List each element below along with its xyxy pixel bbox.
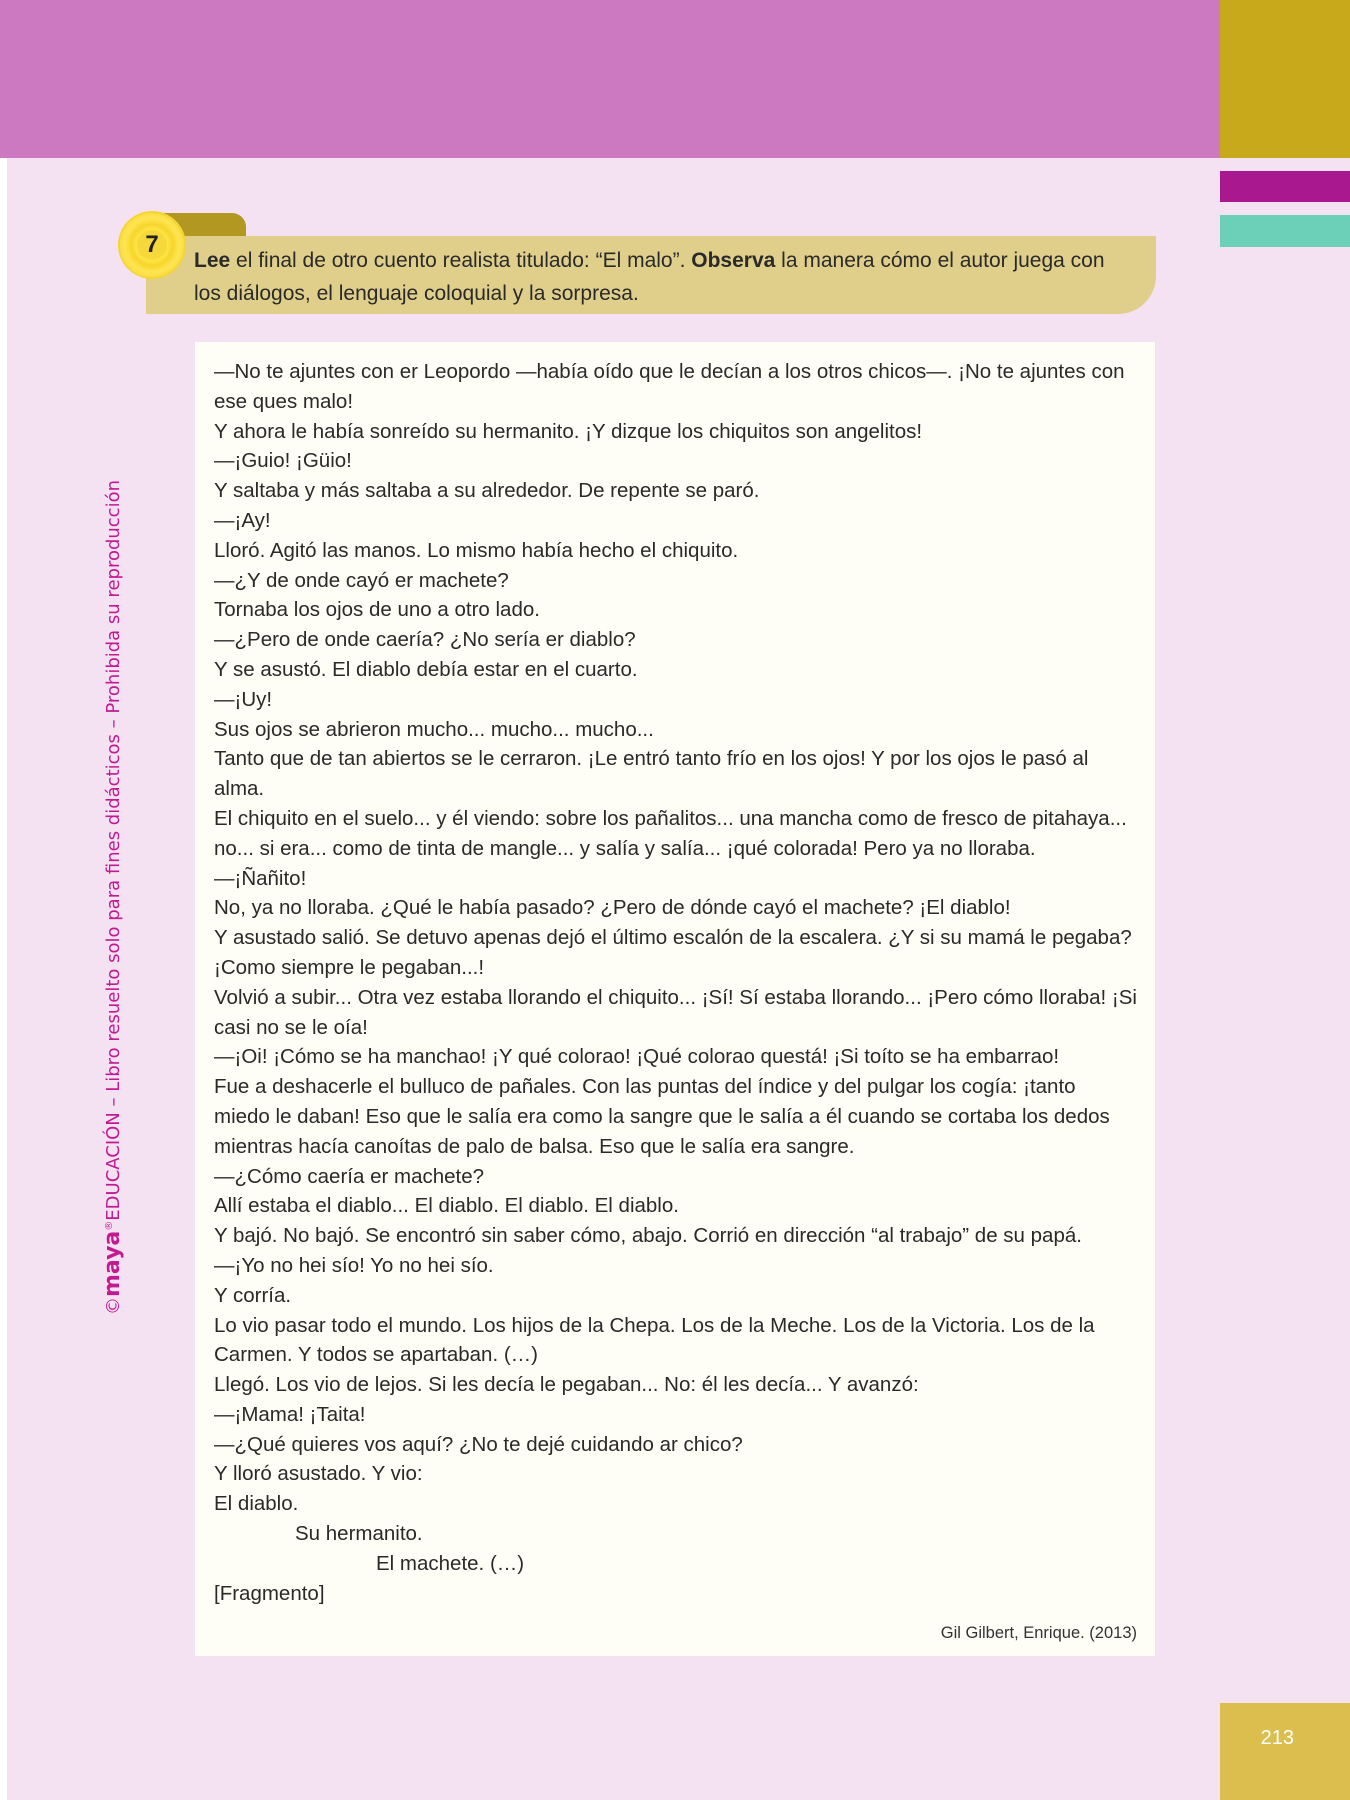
story-line: [Fragmento] bbox=[214, 1581, 325, 1605]
story-line: Tornaba los ojos de uno a otro lado. bbox=[214, 598, 540, 622]
story-line: El diablo. bbox=[214, 1492, 299, 1516]
story-line: —¡Ay! bbox=[214, 508, 271, 532]
instruction-verb-observe: Observa bbox=[691, 249, 776, 272]
story-line: Lloró. Agitó las manos. Lo mismo había hecho el chiquito. bbox=[214, 538, 739, 562]
story-line: —¡Yo no hei sío! Yo no hei sío. bbox=[214, 1253, 494, 1277]
story-line: Tanto que de tan abiertos se le cerraron. ¡Le entró tanto frío en los ojos! Y por los ojos le pasó al alma. bbox=[214, 747, 1089, 801]
side-credit bbox=[100, 480, 125, 1315]
story-line: Allí estaba el diablo... El diablo. El diablo. El diablo. bbox=[214, 1194, 679, 1218]
story-line: Y bajó. No bajó. Se encontró sin saber cómo, abajo. Corrió en dirección “al trabajo” de su papá. bbox=[214, 1224, 1082, 1248]
story-line: —¡Mama! ¡Taita! bbox=[214, 1402, 366, 1426]
story-line: —¡Guio! ¡Güio! bbox=[214, 449, 352, 473]
page-number-box bbox=[1220, 1703, 1350, 1800]
story-line: Y ahora le había sonreído su hermanito. ¡Y dizque los chiquitos son angelitos! bbox=[214, 419, 923, 443]
citation: Gil Gilbert, Enrique. (2013) bbox=[940, 1624, 1137, 1642]
activity-instruction bbox=[146, 236, 1156, 314]
credit-text: EDUCACIÓN – Libro resuelto solo para fines didácticos – Prohibida su reproducción bbox=[103, 479, 124, 1221]
story-line: —¡Uy! bbox=[214, 687, 273, 711]
story-line: Sus ojos se abrieron mucho... mucho... mucho... bbox=[214, 717, 654, 741]
story-line: Volvió a subir... Otra vez estaba llorando el chiquito... ¡Sí! Sí estaba llorando... ¡Pero cómo lloraba! ¡Si casi no se le oía! bbox=[214, 985, 1137, 1039]
page-edge bbox=[0, 158, 7, 1800]
story-line: Lo vio pasar todo el mundo. Los hijos de la Chepa. Los de la Meche. Los de la Victoria. Los de la Carmen. Y todos se apartaban. (…) bbox=[214, 1313, 1095, 1367]
story-line: —¿Pero de onde caería? ¿No sería er diablo? bbox=[214, 628, 636, 652]
brand-logo: maya bbox=[100, 1230, 125, 1297]
header-band bbox=[0, 0, 1220, 158]
story-text-box bbox=[195, 342, 1155, 1656]
story-line: Y se asustó. El diablo debía estar en el cuarto. bbox=[214, 657, 638, 681]
story-line: Y saltaba y más saltaba a su alrededor. De repente se paró. bbox=[214, 479, 760, 503]
story-line: —¡Oi! ¡Cómo se ha manchao! ¡Y qué colorao! ¡Qué colorao questá! ¡Si toíto se ha embarrao! bbox=[214, 1045, 1060, 1069]
story-line: Y corría. bbox=[214, 1283, 292, 1307]
story-line: —No te ajuntes con er Leopordo —había oído que le decían a los otros chicos—. ¡No te ajuntes con ese ques malo! bbox=[214, 360, 1125, 413]
side-tab-magenta bbox=[1220, 171, 1350, 202]
registered-symbol: ® bbox=[104, 1220, 115, 1231]
story-line: —¡Ñañito! bbox=[214, 866, 307, 890]
story-line: Su hermanito. bbox=[295, 1522, 423, 1546]
story-line: —¿Y de onde cayó er machete? bbox=[214, 568, 509, 592]
page-number: 213 bbox=[1260, 1727, 1294, 1749]
instruction-text-2: la manera cómo el autor juega con los diálogos, el lenguaje coloquial y la sorpresa. bbox=[194, 249, 1105, 305]
story-line: Fue a deshacerle el bulluco de pañales. Con las puntas del índice y del pulgar los cogía: ¡tanto miedo le daban! Eso que le salía era como la sangre que le salía a él cuando se cortaba los dedos mientras hacía canoítas de palo de balsa. Eso que le salía era sangre. bbox=[214, 1075, 1110, 1158]
story-line: Y asustado salió. Se detuvo apenas dejó el último escalón de la escalera. ¿Y si su mamá le pegaba? ¡Como siempre le pegaban...! bbox=[214, 926, 1132, 979]
story-line: —¿Qué quieres vos aquí? ¿No te dejé cuidando ar chico? bbox=[214, 1432, 743, 1456]
instruction-text-1: el final de otro cuento realista titulado: “El malo”. bbox=[230, 249, 692, 272]
activity-number: 7 bbox=[137, 230, 167, 260]
story-line: El machete. (…) bbox=[376, 1551, 525, 1575]
story-line: Y lloró asustado. Y vio: bbox=[214, 1462, 423, 1486]
copyright-symbol: © bbox=[103, 1297, 124, 1315]
story-line: No, ya no lloraba. ¿Qué le había pasado? ¿Pero de dónde cayó el machete? ¡El diablo! bbox=[214, 896, 1011, 920]
story-line: Llegó. Los vio de lejos. Si les decía le pegaban... No: él les decía... Y avanzó: bbox=[214, 1373, 919, 1397]
side-tab-teal bbox=[1220, 215, 1350, 247]
corner-tab-gold bbox=[1220, 0, 1350, 158]
activity-number-badge bbox=[120, 213, 184, 277]
instruction-verb-read: Lee bbox=[194, 249, 231, 272]
story-line: El chiquito en el suelo... y él viendo: sobre los pañalitos... una mancha como de fresco de pitahaya... no... si era... como de tinta de mangle... y salía y salía... ¡qué colorada! Pero ya no lloraba. bbox=[214, 806, 1127, 860]
story-line: —¿Cómo caería er machete? bbox=[214, 1164, 485, 1188]
